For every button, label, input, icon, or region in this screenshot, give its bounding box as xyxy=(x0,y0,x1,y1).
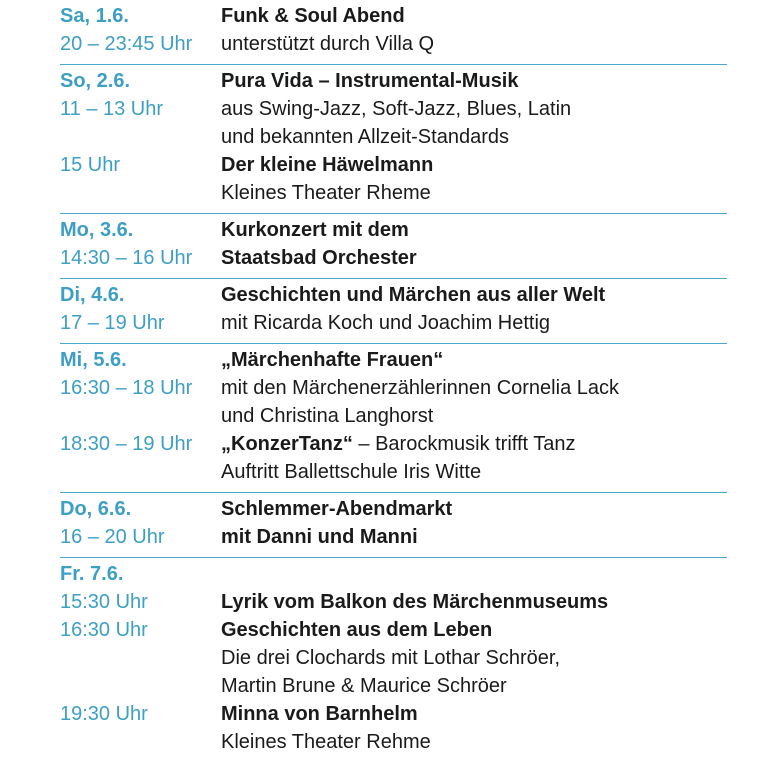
event-row xyxy=(60,588,727,616)
event-title: Schlemmer-Abendmarkt xyxy=(221,498,453,520)
event-row xyxy=(60,700,727,728)
event-row xyxy=(60,281,727,309)
event-row xyxy=(60,309,727,337)
event-title: Lyrik vom Balkon des Märchenmuseums xyxy=(221,591,609,613)
event-time: 16:30 – 18 Uhr xyxy=(60,377,193,399)
event-time: 11 – 13 Uhr xyxy=(60,98,164,120)
event-time xyxy=(60,458,221,486)
event-description xyxy=(221,430,727,458)
event-date: Mi, 5.6. xyxy=(60,349,127,371)
event-row xyxy=(60,458,727,486)
event-date: Mo, 3.6. xyxy=(60,219,134,241)
event-detail: und Christina Langhorst xyxy=(221,405,434,427)
event-row xyxy=(60,728,727,756)
event-row xyxy=(60,644,727,672)
event-row xyxy=(60,30,727,58)
day-block xyxy=(60,344,727,493)
event-time xyxy=(60,179,221,207)
event-title: „Märchenhafte Frauen“ xyxy=(221,349,444,371)
event-title: Minna von Barnhelm xyxy=(221,703,418,725)
event-time xyxy=(60,728,221,756)
event-title: Kurkonzert mit dem xyxy=(221,219,409,241)
event-date: Do, 6.6. xyxy=(60,498,132,520)
event-time: 16:30 Uhr xyxy=(60,619,148,641)
event-time xyxy=(60,644,221,672)
event-detail: Die drei Clochards mit Lothar Schröer, xyxy=(221,647,561,669)
event-time: 19:30 Uhr xyxy=(60,703,148,725)
event-time: 15 Uhr xyxy=(60,154,121,176)
event-detail: aus Swing-Jazz, Soft-Jazz, Blues, Latin xyxy=(221,98,572,120)
event-detail: unterstützt durch Villa Q xyxy=(221,33,435,55)
event-detail xyxy=(221,560,727,588)
event-subtitle: – Barockmusik trifft Tanz xyxy=(352,433,576,455)
event-detail: mit den Märchenerzählerinnen Cornelia Lack xyxy=(221,377,619,399)
event-row xyxy=(60,672,727,700)
event-date: Di, 4.6. xyxy=(60,284,125,306)
event-row xyxy=(60,523,727,551)
event-row xyxy=(60,430,727,458)
event-detail: mit Ricarda Koch und Joachim Hettig xyxy=(221,312,551,334)
event-time xyxy=(60,672,221,700)
event-title: Staatsbad Orchester xyxy=(221,247,417,269)
event-row xyxy=(60,346,727,374)
event-detail: Kleines Theater Rehme xyxy=(221,731,431,753)
event-time xyxy=(60,123,221,151)
event-row xyxy=(60,179,727,207)
event-row xyxy=(60,151,727,179)
event-time: 14:30 – 16 Uhr xyxy=(60,247,193,269)
event-row xyxy=(60,67,727,95)
event-time xyxy=(60,402,221,430)
event-row xyxy=(60,216,727,244)
event-detail: und bekannten Allzeit-Standards xyxy=(221,126,509,148)
event-title: Der kleine Häwelmann xyxy=(221,154,434,176)
event-row xyxy=(60,560,727,588)
event-date: Fr. 7.6. xyxy=(60,563,124,585)
event-title: Geschichten und Märchen aus aller Welt xyxy=(221,284,606,306)
event-title: mit Danni und Manni xyxy=(221,526,418,548)
event-title: Pura Vida – Instrumental-Musik xyxy=(221,70,519,92)
event-detail: Martin Brune & Maurice Schröer xyxy=(221,675,507,697)
day-block xyxy=(60,493,727,558)
event-row xyxy=(60,2,727,30)
event-time: 16 – 20 Uhr xyxy=(60,526,165,548)
event-date: Sa, 1.6. xyxy=(60,5,129,27)
day-block xyxy=(60,279,727,344)
event-row xyxy=(60,374,727,402)
event-row xyxy=(60,495,727,523)
event-title: „KonzerTanz“ xyxy=(221,433,353,455)
day-block xyxy=(60,558,727,762)
day-block xyxy=(60,2,727,65)
event-time: 20 – 23:45 Uhr xyxy=(60,33,193,55)
event-row xyxy=(60,402,727,430)
event-row xyxy=(60,123,727,151)
event-date: So, 2.6. xyxy=(60,70,131,92)
event-row xyxy=(60,95,727,123)
event-time: 18:30 – 19 Uhr xyxy=(60,433,193,455)
event-time: 15:30 Uhr xyxy=(60,591,148,613)
event-title: Funk & Soul Abend xyxy=(221,5,405,27)
day-block xyxy=(60,65,727,214)
event-schedule xyxy=(60,2,727,762)
event-title: Geschichten aus dem Leben xyxy=(221,619,493,641)
day-block xyxy=(60,214,727,279)
event-detail: Kleines Theater Rheme xyxy=(221,182,431,204)
event-detail: Auftritt Ballettschule Iris Witte xyxy=(221,461,482,483)
event-row xyxy=(60,244,727,272)
event-row xyxy=(60,616,727,644)
event-time: 17 – 19 Uhr xyxy=(60,312,165,334)
